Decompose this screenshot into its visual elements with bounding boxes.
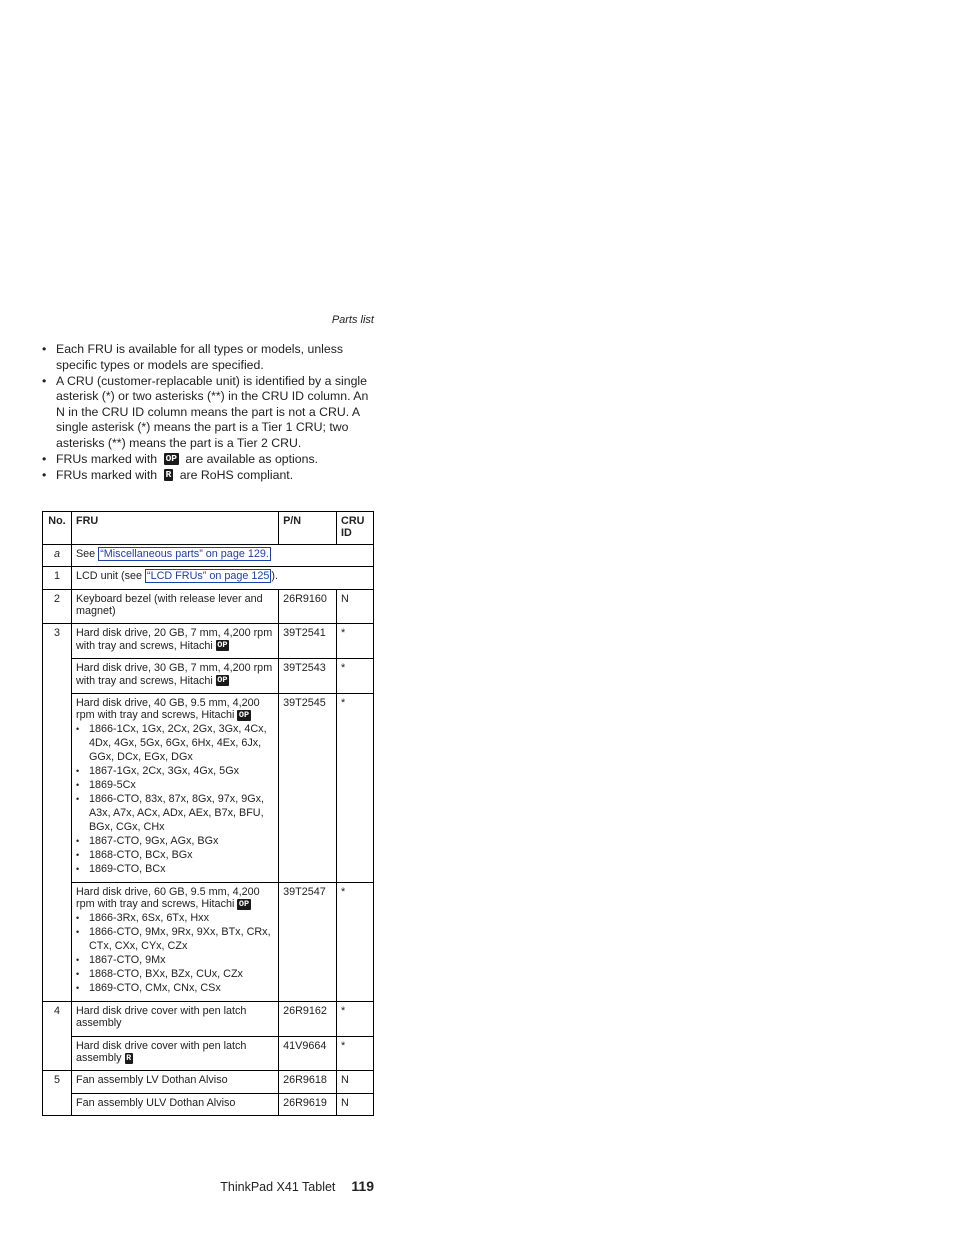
- model-item: • 1869-5Cx: [76, 778, 274, 792]
- model-list: [76, 911, 274, 995]
- cell-pn: 26R9618: [279, 1071, 337, 1093]
- page-number: 119: [351, 1178, 374, 1194]
- cell-pn: 39T2541: [279, 624, 337, 659]
- option-tag-icon: OP: [238, 898, 250, 909]
- table-row: [43, 624, 374, 659]
- cell-cru: *: [337, 1036, 374, 1071]
- cell-fru: Fan assembly ULV Dothan Alviso: [71, 1093, 278, 1115]
- cell-fru: [71, 659, 278, 694]
- table-row: [43, 1036, 374, 1071]
- model-item: • 1867-1Gx, 2Cx, 3Gx, 4Gx, 5Gx: [76, 764, 274, 778]
- cell-fru: [71, 544, 373, 566]
- table-row: [43, 659, 374, 694]
- rohs-tag-icon: R: [126, 1052, 132, 1063]
- table-row: [43, 694, 374, 883]
- cell-fru: [71, 882, 278, 1001]
- model-item: • 1866-1Cx, 1Gx, 2Cx, 2Gx, 3Gx, 4Cx, 4Dx, 4Gx, 5Gx, 6Gx, 6Hx, 4Ex, 6Jx, GGx, DCx, EGx, DGx: [76, 722, 274, 764]
- cell-text: Hard disk drive, 20 GB, 7 mm, 4,200 rpm with tray and screws, Hitachi: [75, 627, 273, 652]
- cell-cru: N: [337, 1093, 374, 1115]
- cell-fru: [71, 624, 278, 659]
- model-item: • 1866-3Rx, 6Sx, 6Tx, Hxx: [76, 911, 274, 925]
- option-tag-icon: OP: [217, 675, 228, 686]
- model-item: • 1868-CTO, BCx, BGx: [76, 848, 274, 862]
- header-cru-id: CRU ID: [337, 512, 374, 545]
- note-item-options: [42, 452, 374, 468]
- table-row: [43, 1093, 374, 1115]
- model-item: • 1866-CTO, 83x, 87x, 8Gx, 97x, 9Gx, A3x, A7x, ACx, ADx, AEx, B7x, BFU, BGx, CGx, CHx: [76, 792, 274, 834]
- cell-pn: 39T2545: [279, 694, 337, 883]
- note-text: are available as options.: [185, 451, 319, 466]
- cell-fru: [71, 1036, 278, 1071]
- header-no: No.: [43, 512, 72, 545]
- note-item: • Each FRU is available for all types or models, unless specific types or models are specified.: [42, 342, 374, 373]
- cell-text: Hard disk drive cover with pen latch assembly: [75, 1039, 247, 1064]
- cell-fru: [71, 694, 278, 883]
- note-text: FRUs marked with: [56, 467, 158, 482]
- cell-cru: *: [337, 882, 374, 1001]
- misc-parts-link[interactable]: “Miscellaneous parts” on page 129.: [100, 547, 269, 560]
- cell-fru: Hard disk drive cover with pen latch assembly: [71, 1001, 278, 1036]
- cell-no: 4: [43, 1001, 72, 1071]
- cell-text: LCD unit (see: [75, 570, 145, 583]
- cell-cru: N: [337, 1071, 374, 1093]
- product-name: ThinkPad X41 Tablet: [220, 1180, 336, 1194]
- option-tag-icon: OP: [165, 453, 177, 465]
- note-text: FRUs marked with: [56, 451, 158, 466]
- table-row: [43, 1001, 374, 1036]
- cell-text: ).: [271, 570, 279, 583]
- model-list: [76, 722, 274, 876]
- cell-cru: *: [337, 1001, 374, 1036]
- cell-text: Hard disk drive, 40 GB, 9.5 mm, 4,200 rpm with tray and screws, Hitachi: [75, 697, 260, 722]
- note-item-rohs: [42, 468, 374, 484]
- cell-fru: [71, 567, 373, 589]
- model-item: • 1869-CTO, BCx: [76, 862, 274, 876]
- model-item: • 1868-CTO, BXx, BZx, CUx, CZx: [76, 967, 274, 981]
- cell-text: Hard disk drive, 30 GB, 7 mm, 4,200 rpm with tray and screws, Hitachi: [75, 662, 273, 687]
- cell-no: a: [43, 544, 72, 566]
- cell-no: 2: [43, 589, 72, 624]
- cell-no: 3: [43, 624, 72, 1001]
- header-fru: FRU: [71, 512, 278, 545]
- table-row: [43, 589, 374, 624]
- model-item: • 1866-CTO, 9Mx, 9Rx, 9Xx, BTx, CRx, CTx, CXx, CYx, CZx: [76, 925, 274, 953]
- cell-cru: N: [337, 589, 374, 624]
- cell-text: See: [75, 547, 99, 560]
- cell-fru: Keyboard bezel (with release lever and magnet): [71, 589, 278, 624]
- model-item: • 1869-CTO, CMx, CNx, CSx: [76, 981, 274, 995]
- rohs-tag-icon: R: [165, 469, 172, 481]
- table-row: [43, 882, 374, 1001]
- notes-list: [42, 342, 374, 484]
- cell-cru: *: [337, 624, 374, 659]
- cell-pn: 39T2543: [279, 659, 337, 694]
- cell-cru: *: [337, 694, 374, 883]
- cell-pn: 41V9664: [279, 1036, 337, 1071]
- table-row: [43, 544, 374, 566]
- table-row: [43, 567, 374, 589]
- parts-table: [42, 511, 374, 1116]
- option-tag-icon: OP: [238, 710, 250, 721]
- cell-text: Hard disk drive, 60 GB, 9.5 mm, 4,200 rpm with tray and screws, Hitachi: [75, 885, 260, 911]
- page-footer: [42, 1178, 374, 1194]
- header-pn: P/N: [279, 512, 337, 545]
- cell-pn: 26R9162: [279, 1001, 337, 1036]
- cell-no: 5: [43, 1071, 72, 1116]
- note-text: are RoHS compliant.: [179, 467, 294, 482]
- section-header: Parts list: [331, 314, 374, 326]
- model-item: • 1867-CTO, 9Gx, AGx, BGx: [76, 834, 274, 848]
- model-item: • 1867-CTO, 9Mx: [76, 953, 274, 967]
- cell-pn: 26R9160: [279, 589, 337, 624]
- cell-no: 1: [43, 567, 72, 589]
- table-row: [43, 1071, 374, 1093]
- lcd-frus-link[interactable]: “LCD FRUs” on page 125: [146, 570, 270, 583]
- note-item: • A CRU (customer-replacable unit) is identified by a single asterisk (*) or two asterisks (**) in the CRU ID column. An N in the CRU ID column means the part is not a CRU. A single asterisk (*) means the part is a Tier 1 CRU; two asterisks (**) means the part is a Tier 2 CRU.: [42, 374, 374, 452]
- cell-fru: Fan assembly LV Dothan Alviso: [71, 1071, 278, 1093]
- cell-pn: 39T2547: [279, 882, 337, 1001]
- option-tag-icon: OP: [217, 640, 228, 651]
- table-header-row: [43, 512, 374, 545]
- cell-cru: *: [337, 659, 374, 694]
- cell-pn: 26R9619: [279, 1093, 337, 1115]
